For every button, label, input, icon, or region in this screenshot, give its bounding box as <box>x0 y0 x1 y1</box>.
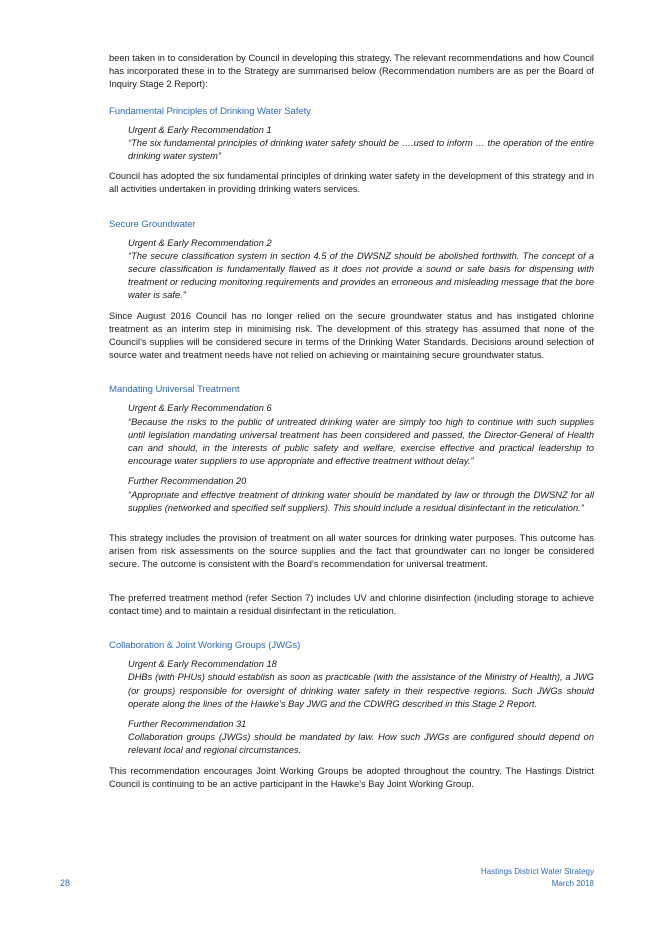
recommendation-block <box>128 658 594 711</box>
recommendation-quote: “Because the risks to the public of untreated drinking water are simply too high to continue with such supplies until legislation mandating universal treatment has been considered and passed, the Director-General of Health can and should, in the interests of public safety and welfare, exercise effective and practical leadership to encourage water suppliers to use appropriate and effective treatment without delay.” <box>128 416 594 467</box>
section-universal-treatment <box>109 384 594 618</box>
section-joint-working-groups <box>109 640 594 791</box>
section-fundamental-principles <box>109 106 594 197</box>
recommendation-block <box>128 402 594 468</box>
section-heading: Mandating Universal Treatment <box>109 384 240 396</box>
recommendation-title: Further Recommendation 31 <box>128 718 247 729</box>
recommendation-title: Urgent & Early Recommendation 1 <box>128 124 272 135</box>
section-heading: Collaboration & Joint Working Groups (JWGs) <box>109 640 301 652</box>
recommendation-quote: DHBs (with PHUs) should establish as soon as practicable (with the assistance of the Ministry of Health), a JWG (or groups) responsible for oversight of drinking water safety in their respective regions. Such JWGs should operate along the lines of the Hawke’s Bay JWG and the CDWRG described in this Stage 2 Report. <box>128 672 594 709</box>
page-number: 28 <box>60 878 71 888</box>
recommendation-title: Urgent & Early Recommendation 2 <box>128 237 272 248</box>
section-paragraph: This recommendation encourages Joint Working Groups be adopted throughout the country. The Hastings District Council is continuing to be an active participant in the Hawke’s Bay Joint Working Group. <box>109 765 594 789</box>
section-secure-groundwater <box>109 219 594 363</box>
section-heading: Fundamental Principles of Drinking Water Safety <box>109 105 311 117</box>
section-paragraph: Council has adopted the six fundamental principles of drinking water safety in the development of this strategy and in all activities undertaken in providing drinking waters services. <box>109 171 594 195</box>
recommendation-block <box>128 718 594 758</box>
page-content <box>109 52 594 801</box>
footer-date: March 2018 <box>551 879 594 888</box>
recommendation-quote: “The secure classification system in section 4.5 of the DWSNZ should be abolished forthwith. The concept of a secure classification is fundamentally flawed as it does not provide a sound or safe basis for dispensing with treatment or reducing monitoring requirements and provides an erroneous and misleading message that the bore water is safe.” <box>128 250 594 301</box>
recommendation-quote: Collaboration groups (JWGs) should be mandated by law. How such JWGs are configured should depend on relevant local and regional circumstances. <box>128 732 594 756</box>
recommendation-block <box>128 475 594 515</box>
intro-paragraph: been taken in to consideration by Council in developing this strategy. The relevant recommendations and how Council has incorporated these in to the Strategy are summarised below (Recommendation numbers are as per the Board of Inquiry Stage 2 Report): <box>109 53 594 90</box>
footer-doc-title: Hastings District Water Strategy <box>480 867 594 876</box>
recommendation-block <box>128 237 594 303</box>
section-paragraph: Since August 2016 Council has no longer relied on the secure groundwater status and has instigated chlorine treatment as an interim step in minimising risk. The development of this strategy has assumed that none of the Council’s supplies will be considered secure in terms of the Drinking Water Standards. Decisions around selection of source water and treatment needs have not relied on achieving or maintaining secure groundwater status. <box>109 310 594 361</box>
page-footer <box>481 866 594 890</box>
recommendation-quote: “Appropriate and effective treatment of drinking water should be mandated by law or through the DWSNZ for all supplies (networked and specified self suppliers). This should include a residual disinfectant in the reticulation.” <box>128 489 594 513</box>
recommendation-title: Urgent & Early Recommendation 18 <box>128 659 277 670</box>
recommendation-block <box>128 124 594 164</box>
section-paragraph: This strategy includes the provision of treatment on all water sources for drinking water purposes. This outcome has arisen from risk assessments on the source supplies and the fact that groundwater can no longer be considered secure. The outcome is consistent with the Board’s recommendation for universal treatment. <box>109 533 594 570</box>
section-paragraph: The preferred treatment method (refer Section 7) includes UV and chlorine disinfection (including storage to achieve contact time) and to maintain a residual disinfectant in the reticulation. <box>109 592 594 616</box>
recommendation-quote: “The six fundamental principles of drinking water safety should be ….used to inform … the operation of the entire drinking water system” <box>128 137 594 162</box>
recommendation-title: Urgent & Early Recommendation 6 <box>128 403 272 414</box>
section-heading: Secure Groundwater <box>109 218 196 230</box>
recommendation-title: Further Recommendation 20 <box>128 476 247 487</box>
